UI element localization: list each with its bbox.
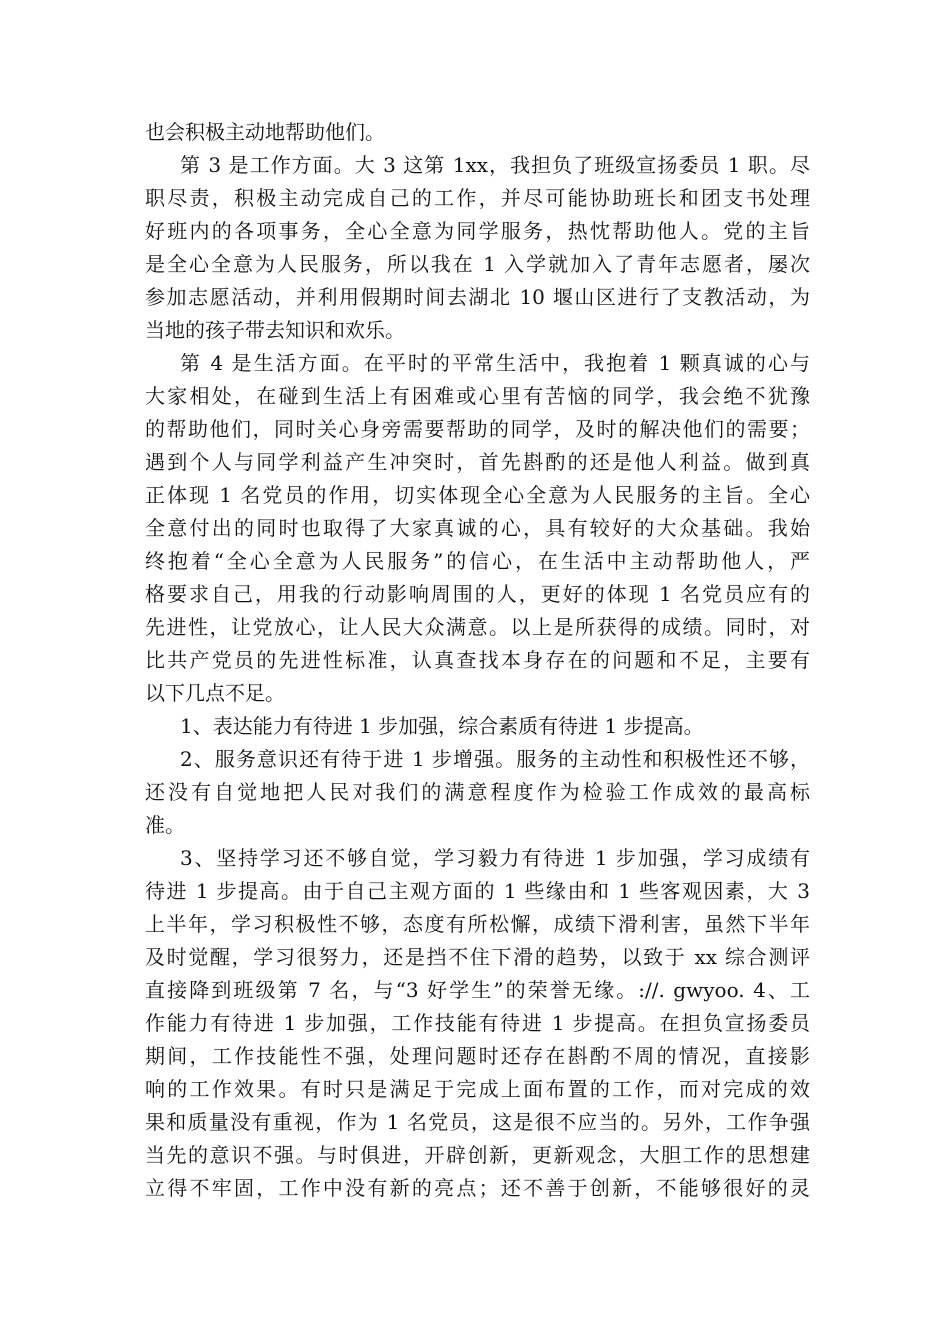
paragraph-line: 遇到个人与同学利益产生冲突时，首先斟酌的还是他人利益。做到真 <box>145 450 810 474</box>
paragraph-line: 作能力有待进 1 步加强，工作技能有待进 1 步提高。在担负宣扬委员 <box>145 1011 810 1035</box>
paragraph-line: 的帮助他们，同时关心身旁需要帮助的同学，及时的解决他们的需要； <box>145 417 810 441</box>
paragraph-line: 1、表达能力有待进 1 步加强，综合素质有待进 1 步提高。 <box>180 714 704 738</box>
paragraph-line: 正体现 1 名党员的作用，切实体现全心全意为人民服务的主旨。全心 <box>145 483 810 507</box>
document-body <box>145 116 810 1205</box>
paragraph-line: 直接降到班级第 7 名，与“3 好学生”的荣誉无缘。://. gwyoo. 4、工 <box>145 978 810 1002</box>
paragraph-4 <box>145 710 810 743</box>
paragraph-6 <box>145 842 810 1205</box>
paragraph-line: 当先的意识不强。与时俱进，开辟创新，更新观念，大胆工作的思想建 <box>145 1143 810 1167</box>
paragraph-line: 以下几点不足。 <box>145 681 285 705</box>
paragraph-line: 也会积极主动地帮助他们。 <box>145 120 385 144</box>
paragraph-line: 3、坚持学习还不够自觉，学习毅力有待进 1 步加强，学习成绩有 <box>180 846 810 870</box>
paragraph-line: 立得不牢固，工作中没有新的亮点；还不善于创新，不能够很好的灵 <box>145 1176 810 1200</box>
paragraph-line: 待进 1 步提高。由于自己主观方面的 1 些缘由和 1 些客观因素，大 3 <box>145 879 810 903</box>
paragraph-line: 终抱着“全心全意为人民服务”的信心，在生活中主动帮助他人，严 <box>145 549 810 573</box>
paragraph-line: 期间，工作技能性不强，处理问题时还存在斟酌不周的情况，直接影 <box>145 1044 810 1068</box>
paragraph-line: 格要求自己，用我的行动影响周围的人，更好的体现 1 名党员应有的 <box>145 582 810 606</box>
paragraph-line: 先进性，让党放心，让人民大众满意。以上是所获得的成绩。同时，对 <box>145 615 810 639</box>
paragraph-1 <box>145 116 810 149</box>
paragraph-line: 还没有自觉地把人民对我们的满意程度作为检验工作成效的最高标 <box>145 780 810 804</box>
paragraph-line: 参加志愿活动，并利用假期时间去湖北 10 堰山区进行了支教活动，为 <box>145 285 810 309</box>
paragraph-3 <box>145 347 810 710</box>
paragraph-line: 果和质量没有重视，作为 1 名党员，这是很不应当的。另外，工作争强 <box>145 1110 810 1134</box>
paragraph-line: 上半年，学习积极性不够，态度有所松懈，成绩下滑利害，虽然下半年 <box>145 912 810 936</box>
paragraph-line: 职尽责，积极主动完成自己的工作，并尽可能协助班长和团支书处理 <box>145 186 810 210</box>
paragraph-line: 是全心全意为人民服务，所以我在 1 入学就加入了青年志愿者，屡次 <box>145 252 810 276</box>
paragraph-line: 第 3 是工作方面。大 3 这第 1xx，我担负了班级宣扬委员 1 职。尽 <box>180 153 810 177</box>
paragraph-line: 当地的孩子带去知识和欢乐。 <box>145 318 405 342</box>
paragraph-5 <box>145 743 810 842</box>
paragraph-line: 比共产党员的先进性标准，认真查找本身存在的问题和不足，主要有 <box>145 648 810 672</box>
paragraph-line: 好班内的各项事务，全心全意为同学服务，热忱帮助他人。党的主旨 <box>145 219 810 243</box>
paragraph-line: 响的工作效果。有时只是满足于完成上面布置的工作，而对完成的效 <box>145 1077 810 1101</box>
paragraph-line: 第 4 是生活方面。在平时的平常生活中，我抱着 1 颗真诚的心与 <box>180 351 810 375</box>
paragraph-line: 2、服务意识还有待于进 1 步增强。服务的主动性和积极性还不够， <box>180 747 810 771</box>
paragraph-line: 全意付出的同时也取得了大家真诚的心，具有较好的大众基础。我始 <box>145 516 810 540</box>
paragraph-line: 大家相处，在碰到生活上有困难或心里有苦恼的同学，我会绝不犹豫 <box>145 384 810 408</box>
paragraph-2 <box>145 149 810 347</box>
paragraph-line: 及时觉醒，学习很努力，还是挡不住下滑的趋势，以致于 xx 综合测评 <box>145 945 810 969</box>
paragraph-line: 准。 <box>145 813 185 837</box>
